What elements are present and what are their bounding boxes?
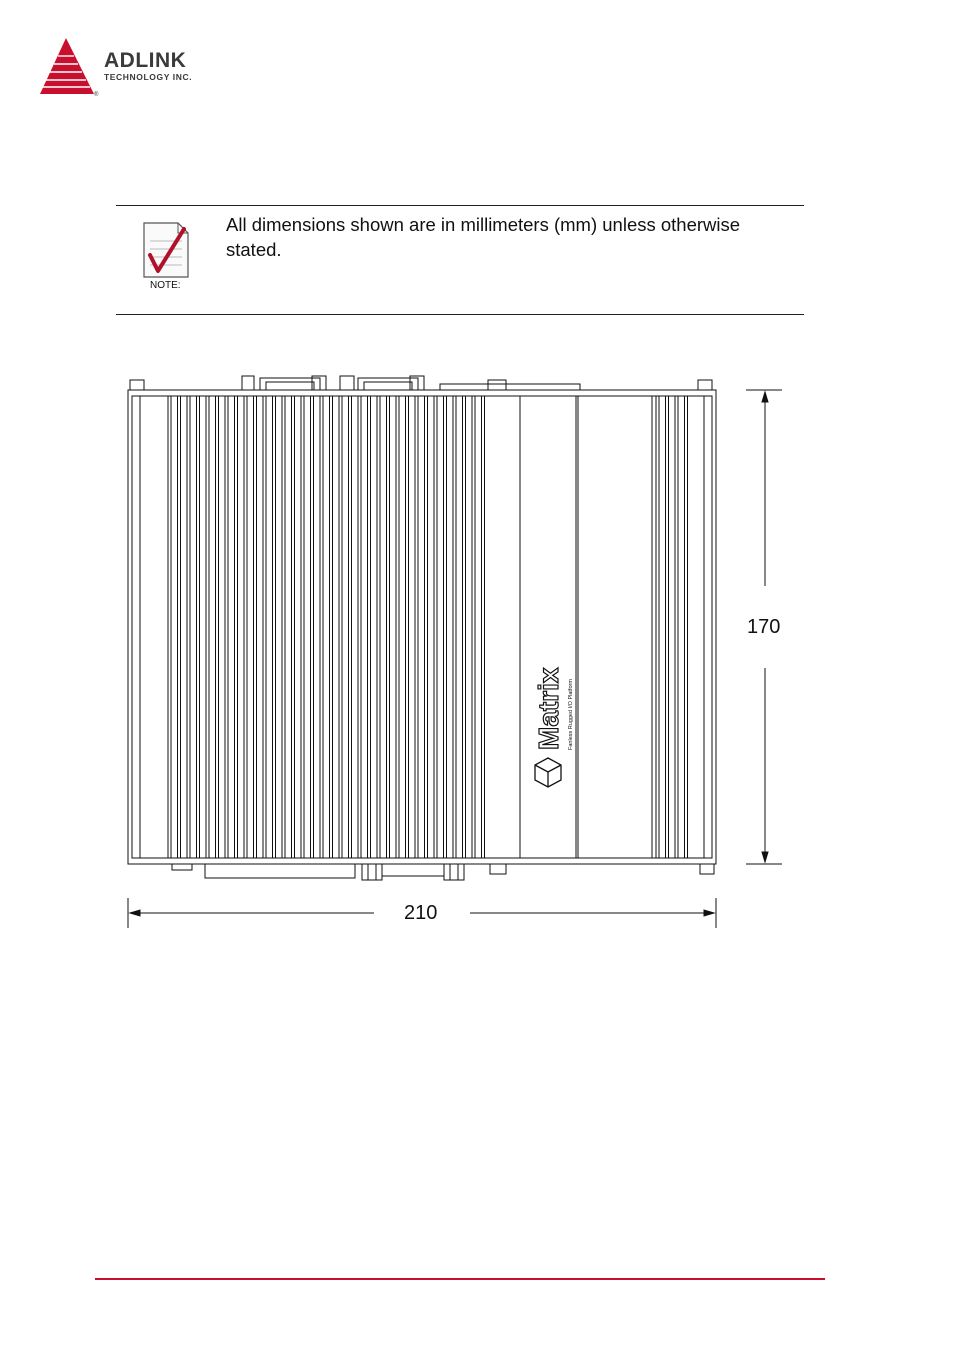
brand-subtitle: TECHNOLOGY INC.: [104, 72, 193, 82]
adlink-logo: [38, 36, 238, 100]
note-text: All dimensions shown are in millimeters (mm) unless otherwise stated.: [226, 214, 741, 260]
note-check-icon: [138, 219, 198, 283]
footer-rule: [95, 1278, 825, 1280]
cube-logo-icon: [535, 758, 561, 787]
chassis-top-view: [110, 370, 810, 940]
matrix-wordmark: Matrix: [533, 667, 564, 750]
svg-text:®: ®: [94, 92, 99, 98]
dimension-drawing: [110, 370, 810, 940]
note-box: [116, 205, 804, 315]
width-dimension-label: 210: [404, 902, 438, 924]
product-tagline: Fanless Rugged I/O Platform: [568, 679, 574, 750]
note-label: NOTE:: [150, 280, 181, 291]
product-label: [533, 667, 574, 750]
adlink-triangle-icon: [38, 36, 100, 98]
brand-name: ADLINK: [104, 49, 187, 72]
height-dimension-label: 170: [747, 616, 781, 638]
